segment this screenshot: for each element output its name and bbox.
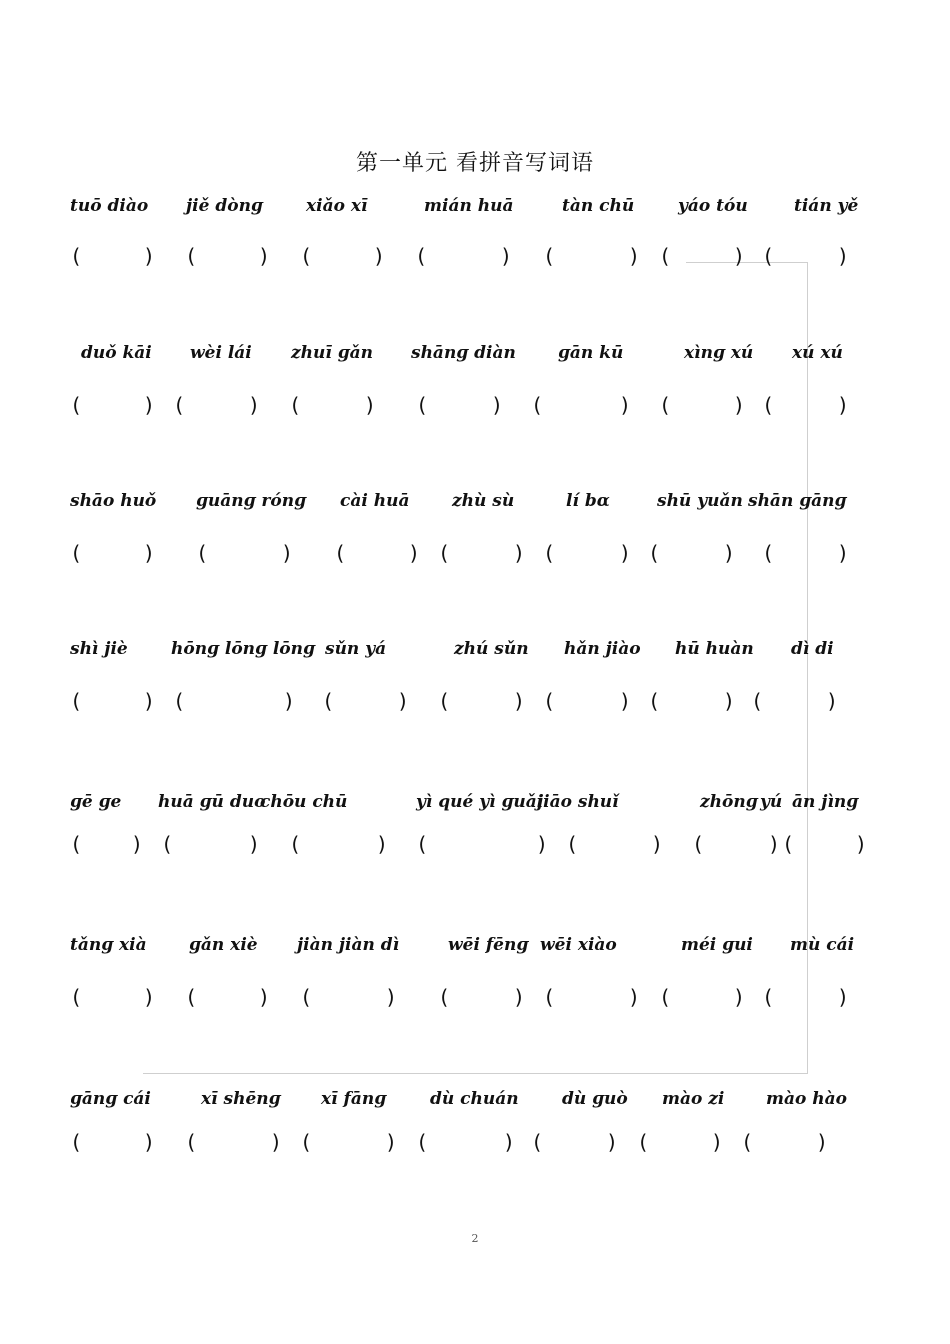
answer-paren-close[interactable]: ) (503, 1130, 516, 1154)
answer-paren-close[interactable]: ) (143, 541, 156, 565)
answer-paren-close[interactable]: ) (768, 832, 781, 856)
answer-paren-close[interactable]: ) (837, 541, 850, 565)
pinyin-word: mù cái (790, 935, 855, 955)
answer-paren-open[interactable]: ( (173, 689, 186, 713)
exercise-row (0, 491, 950, 611)
pinyin-word: xī fānɡ (321, 1089, 387, 1109)
answer-paren-close[interactable]: ) (143, 393, 156, 417)
answer-paren-open[interactable]: ( (289, 393, 302, 417)
answer-paren-close[interactable]: ) (536, 832, 549, 856)
answer-paren-open[interactable]: ( (300, 244, 313, 268)
frame-bottom-line (143, 1073, 808, 1074)
answer-paren-open[interactable]: ( (543, 689, 556, 713)
pinyin-word: tàn chū (562, 196, 635, 216)
answer-paren-open[interactable]: ( (648, 689, 661, 713)
answer-paren-close[interactable]: ) (373, 244, 386, 268)
answer-paren-close[interactable]: ) (397, 689, 410, 713)
pinyin-word: yì qué yì ɡuǎi (416, 792, 544, 812)
answer-paren-open[interactable]: ( (543, 985, 556, 1009)
pinyin-word: chōu chū (260, 792, 348, 812)
answer-paren-open[interactable]: ( (173, 393, 186, 417)
answer-paren-close[interactable]: ) (385, 1130, 398, 1154)
answer-paren-open[interactable]: ( (300, 985, 313, 1009)
answer-paren-close[interactable]: ) (131, 832, 144, 856)
answer-paren-open[interactable]: ( (416, 393, 429, 417)
answer-paren-close[interactable]: ) (837, 244, 850, 268)
answer-paren-close[interactable]: ) (733, 244, 746, 268)
pinyin-word: hōnɡ lōnɡ lōnɡ (171, 639, 315, 659)
answer-paren-open[interactable]: ( (741, 1130, 754, 1154)
answer-paren-open[interactable]: ( (300, 1130, 313, 1154)
exercise-row (0, 935, 950, 1055)
answer-paren-open[interactable]: ( (566, 832, 579, 856)
pinyin-word: mián huā (424, 196, 514, 216)
pinyin-word: dù chuán (430, 1089, 519, 1109)
answer-paren-close[interactable]: ) (619, 689, 632, 713)
answer-paren-close[interactable]: ) (258, 985, 271, 1009)
answer-paren-open[interactable]: ( (334, 541, 347, 565)
page-number: 2 (471, 1232, 479, 1245)
answer-paren-close[interactable]: ) (376, 832, 389, 856)
answer-paren-close[interactable]: ) (500, 244, 513, 268)
pinyin-word: shān ɡānɡ (748, 491, 847, 511)
exercise-row (0, 1089, 950, 1209)
pinyin-word: jiàn jiàn dì (297, 935, 400, 955)
pinyin-word: jiāo shuǐ (537, 792, 619, 812)
pinyin-word: shāo huǒ (70, 491, 157, 511)
pinyin-word: dì di (791, 639, 834, 659)
answer-paren-close[interactable]: ) (143, 689, 156, 713)
pinyin-word: dù ɡuò (562, 1089, 628, 1109)
answer-paren-close[interactable]: ) (619, 541, 632, 565)
answer-paren-close[interactable]: ) (723, 541, 736, 565)
answer-paren-close[interactable]: ) (837, 985, 850, 1009)
pinyin-word: lí bɑ (566, 491, 610, 511)
pinyin-word: zhōnɡ (700, 792, 758, 812)
answer-paren-open[interactable]: ( (637, 1130, 650, 1154)
answer-paren-open[interactable]: ( (322, 689, 335, 713)
answer-paren-open[interactable]: ( (196, 541, 209, 565)
answer-paren-open[interactable]: ( (416, 1130, 429, 1154)
answer-paren-open[interactable]: ( (543, 244, 556, 268)
answer-paren-close[interactable]: ) (248, 832, 261, 856)
answer-paren-close[interactable]: ) (855, 832, 868, 856)
answer-paren-open[interactable]: ( (289, 832, 302, 856)
answer-paren-close[interactable]: ) (816, 1130, 829, 1154)
exercise-row (0, 792, 950, 912)
answer-paren-open[interactable]: ( (762, 244, 775, 268)
answer-paren-close[interactable]: ) (619, 393, 632, 417)
answer-paren-close[interactable]: ) (258, 244, 271, 268)
answer-paren-close[interactable]: ) (837, 393, 850, 417)
pinyin-word: shū yuǎn (657, 491, 743, 511)
answer-paren-close[interactable]: ) (513, 689, 526, 713)
answer-paren-close[interactable]: ) (826, 689, 839, 713)
answer-paren-open[interactable]: ( (659, 393, 672, 417)
answer-paren-close[interactable]: ) (723, 689, 736, 713)
pinyin-word: tǎnɡ xià (70, 935, 147, 955)
answer-paren-open[interactable]: ( (415, 244, 428, 268)
exercise-row (0, 343, 950, 463)
answer-paren-close[interactable]: ) (270, 1130, 283, 1154)
answer-paren-open[interactable]: ( (782, 832, 795, 856)
pinyin-word: tián yě (794, 196, 859, 216)
answer-paren-open[interactable]: ( (762, 985, 775, 1009)
pinyin-word: shì jiè (70, 639, 128, 659)
answer-paren-close[interactable]: ) (513, 985, 526, 1009)
answer-paren-open[interactable]: ( (70, 689, 83, 713)
pinyin-word: hū huàn (675, 639, 754, 659)
answer-paren-open[interactable]: ( (659, 985, 672, 1009)
answer-paren-close[interactable]: ) (628, 985, 641, 1009)
answer-paren-close[interactable]: ) (143, 244, 156, 268)
answer-paren-open[interactable]: ( (531, 393, 544, 417)
pinyin-word: yáo tóu (678, 196, 748, 216)
answer-paren-open[interactable]: ( (543, 541, 556, 565)
answer-paren-close[interactable]: ) (364, 393, 377, 417)
pinyin-word: ɡān kū (558, 343, 624, 363)
answer-paren-close[interactable]: ) (248, 393, 261, 417)
answer-paren-open[interactable]: ( (185, 985, 198, 1009)
answer-paren-close[interactable]: ) (628, 244, 641, 268)
answer-paren-close[interactable]: ) (491, 393, 504, 417)
pinyin-word: sǔn yá (325, 639, 387, 659)
answer-paren-close[interactable]: ) (385, 985, 398, 1009)
pinyin-word: wēi xiào (540, 935, 617, 955)
pinyin-word: xú xú (792, 343, 843, 363)
pinyin-word: ɡuānɡ rónɡ (196, 491, 306, 511)
pinyin-word: zhú sǔn (454, 639, 529, 659)
pinyin-word: duǒ kāi (81, 343, 152, 363)
pinyin-word: cài huā (340, 491, 410, 511)
pinyin-word: mào hào (766, 1089, 847, 1109)
answer-paren-open[interactable]: ( (185, 244, 198, 268)
answer-paren-close[interactable]: ) (651, 832, 664, 856)
answer-paren-close[interactable]: ) (408, 541, 421, 565)
answer-paren-close[interactable]: ) (606, 1130, 619, 1154)
answer-paren-open[interactable]: ( (438, 689, 451, 713)
pinyin-word: ɡē ɡe (70, 792, 122, 812)
pinyin-word: jiě dònɡ (186, 196, 263, 216)
answer-paren-close[interactable]: ) (281, 541, 294, 565)
answer-paren-close[interactable]: ) (733, 393, 746, 417)
pinyin-word: tuō diào (70, 196, 149, 216)
pinyin-word: ɡānɡ cái (70, 1089, 151, 1109)
answer-paren-open[interactable]: ( (70, 244, 83, 268)
pinyin-word: xī shēnɡ (201, 1089, 281, 1109)
pinyin-word: zhuī ɡǎn (291, 343, 374, 363)
pinyin-word: wèi lái (190, 343, 252, 363)
answer-paren-open[interactable]: ( (70, 985, 83, 1009)
answer-paren-open[interactable]: ( (531, 1130, 544, 1154)
pinyin-word: hǎn jiào (564, 639, 641, 659)
pinyin-word: méi ɡui (681, 935, 753, 955)
pinyin-word: xiǎo xī (306, 196, 368, 216)
pinyin-word: ɡǎn xiè (189, 935, 258, 955)
answer-paren-close[interactable]: ) (711, 1130, 724, 1154)
pinyin-word: shānɡ diàn (411, 343, 516, 363)
answer-paren-open[interactable]: ( (648, 541, 661, 565)
answer-paren-close[interactable]: ) (283, 689, 296, 713)
answer-paren-open[interactable]: ( (161, 832, 174, 856)
answer-paren-close[interactable]: ) (733, 985, 746, 1009)
pinyin-word: zhù sù (452, 491, 515, 511)
answer-paren-close[interactable]: ) (513, 541, 526, 565)
pinyin-word: yú (760, 792, 783, 812)
answer-paren-close[interactable]: ) (143, 985, 156, 1009)
answer-paren-open[interactable]: ( (438, 541, 451, 565)
exercise-row (0, 639, 950, 759)
answer-paren-open[interactable]: ( (70, 393, 83, 417)
answer-paren-open[interactable]: ( (416, 832, 429, 856)
answer-paren-open[interactable]: ( (185, 1130, 198, 1154)
answer-paren-open[interactable]: ( (70, 541, 83, 565)
answer-paren-open[interactable]: ( (762, 541, 775, 565)
answer-paren-open[interactable]: ( (659, 244, 672, 268)
exercise-row (0, 196, 950, 316)
answer-paren-open[interactable]: ( (692, 832, 705, 856)
answer-paren-open[interactable]: ( (70, 1130, 83, 1154)
answer-paren-open[interactable]: ( (762, 393, 775, 417)
answer-paren-open[interactable]: ( (70, 832, 83, 856)
pinyin-word: xìnɡ xú (684, 343, 754, 363)
answer-paren-open[interactable]: ( (751, 689, 764, 713)
pinyin-word: wēi fēnɡ (448, 935, 529, 955)
page-title: 第一单元 看拼音写词语 (356, 151, 594, 176)
answer-paren-close[interactable]: ) (143, 1130, 156, 1154)
answer-paren-open[interactable]: ( (438, 985, 451, 1009)
pinyin-word: mào zi (662, 1089, 725, 1109)
pinyin-word: ān jìnɡ (792, 792, 859, 812)
pinyin-word: huā ɡū duo (158, 792, 266, 812)
